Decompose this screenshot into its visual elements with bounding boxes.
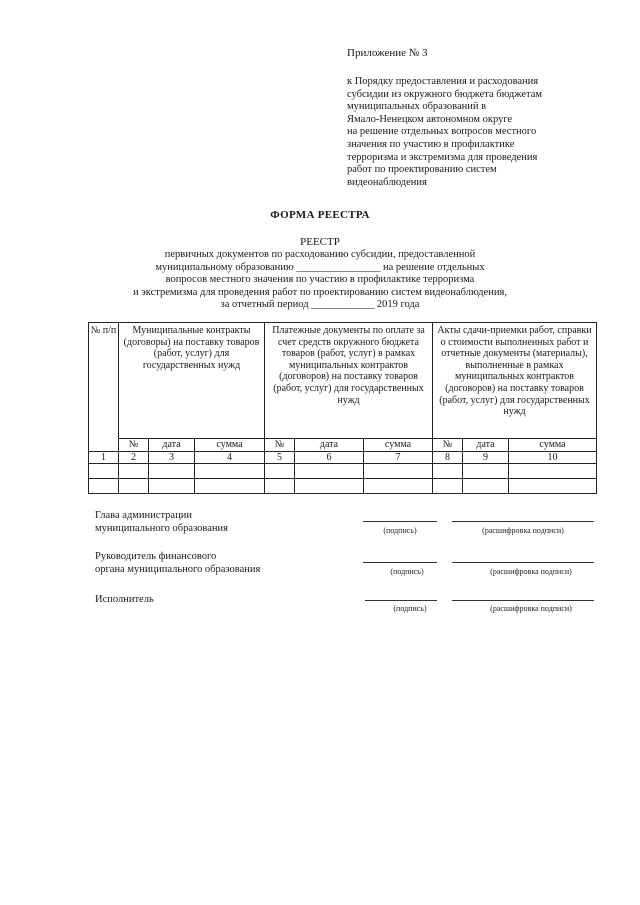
- column-number: 9: [463, 452, 509, 464]
- sub-header-sum: сумма: [509, 439, 597, 452]
- column-number: 8: [433, 452, 463, 464]
- signature-decode-line[interactable]: [452, 600, 594, 601]
- decode-caption: (расшифровка подписи): [490, 604, 572, 613]
- registry-description: [0, 249, 640, 312]
- appendix-line: значения по участию в профилактике: [347, 138, 515, 150]
- table-cell[interactable]: [149, 464, 195, 479]
- column-number: 3: [149, 452, 195, 464]
- table-cell[interactable]: [265, 464, 295, 479]
- signature-label-line: муниципального образования: [95, 522, 228, 534]
- table-cell[interactable]: [463, 464, 509, 479]
- appendix-line: терроризма и экстремизма для проведения: [347, 151, 538, 163]
- signature-line[interactable]: [363, 562, 437, 563]
- signature-label-line: органа муниципального образования: [95, 563, 261, 575]
- registry-line: и экстремизма для проведения работ по проектированию систем видеонаблюдения,: [132, 286, 507, 298]
- signature-line[interactable]: [363, 521, 437, 522]
- appendix-line: Ямало-Ненецком автономном округе: [347, 113, 513, 125]
- appendix-title: Приложение № 3: [347, 47, 428, 59]
- column-number: 6: [295, 452, 364, 464]
- table-cell[interactable]: [509, 464, 597, 479]
- contracts-group-header: Муниципальные контракты (договоры) на поставку товаров (работ, услуг) для государственных нужд: [119, 323, 265, 439]
- sub-header-row: [89, 439, 597, 452]
- table-cell[interactable]: [295, 479, 364, 494]
- signature-decode-line[interactable]: [452, 562, 594, 563]
- table-cell[interactable]: [364, 464, 433, 479]
- column-number: 10: [509, 452, 597, 464]
- registry-title: РЕЕСТР: [300, 236, 340, 248]
- table-row: [89, 464, 597, 479]
- signature-caption: (подпись): [393, 604, 427, 613]
- signature-decode-line[interactable]: [452, 521, 594, 522]
- column-number-row: [89, 452, 597, 464]
- sub-header-date: дата: [295, 439, 364, 452]
- signature-label-head: [95, 510, 228, 535]
- col-number-header: № п/п: [89, 323, 119, 452]
- table-cell[interactable]: [89, 479, 119, 494]
- signature-label-line: Руководитель финансового: [95, 551, 217, 562]
- signature-label-line: Глава администрации: [95, 510, 192, 521]
- appendix-line: работ по проектированию систем: [347, 164, 497, 176]
- signature-caption: (подпись): [390, 567, 424, 576]
- sub-header-date: дата: [463, 439, 509, 452]
- signature-line[interactable]: [365, 600, 437, 601]
- sub-header-number: №: [433, 439, 463, 452]
- column-number: 5: [265, 452, 295, 464]
- signature-caption: (подпись): [383, 526, 417, 535]
- table-cell[interactable]: [149, 479, 195, 494]
- table-cell[interactable]: [463, 479, 509, 494]
- acts-group-header: Акты сдачи-приемки работ, справки о стоимости выполненных работ и отчетные документы (материалы), выполненные в рамках муниципальных контрактов (договоров) на поставку товаров (работ, услуг) для государственных нужд: [433, 323, 597, 439]
- table-cell[interactable]: [509, 479, 597, 494]
- sub-header-date: дата: [149, 439, 195, 452]
- decode-caption: (расшифровка подписи): [490, 567, 572, 576]
- payments-group-header: Платежные документы по оплате за счет средств окружного бюджета товаров (работ, услуг) в рамках муниципальных контрактов (договоров) на поставку товаров (работ, услуг) для государственных нужд: [265, 323, 433, 439]
- appendix-line: видеонаблюдения: [347, 176, 427, 188]
- appendix-line: муниципальных образований в: [347, 101, 487, 113]
- column-number: 4: [195, 452, 265, 464]
- sub-header-sum: сумма: [195, 439, 265, 452]
- table-cell[interactable]: [265, 479, 295, 494]
- sub-header-number: №: [265, 439, 295, 452]
- appendix-line: субсидии из окружного бюджета бюджетам: [347, 88, 543, 100]
- registry-line: муниципальному образованию ________________ на решение отдельных: [155, 261, 485, 273]
- signature-label-finance: [95, 551, 260, 576]
- appendix-line: на решение отдельных вопросов местного: [347, 126, 537, 138]
- appendix-line: к Порядку предоставления и расходования: [347, 76, 539, 87]
- signature-label-line: Исполнитель: [95, 594, 154, 605]
- table-cell[interactable]: [89, 464, 119, 479]
- registry-line: за отчетный период ____________ 2019 года: [220, 299, 420, 310]
- form-title: ФОРМА РЕЕСТРА: [270, 209, 370, 221]
- table-cell[interactable]: [195, 479, 265, 494]
- appendix-reference: [347, 76, 607, 189]
- table-row: [89, 479, 597, 494]
- table-cell[interactable]: [119, 479, 149, 494]
- column-number: 2: [119, 452, 149, 464]
- table-cell[interactable]: [364, 479, 433, 494]
- column-number: 1: [89, 452, 119, 464]
- table-cell[interactable]: [433, 464, 463, 479]
- column-number: 7: [364, 452, 433, 464]
- sub-header-number: №: [119, 439, 149, 452]
- table-cell[interactable]: [433, 479, 463, 494]
- sub-header-sum: сумма: [364, 439, 433, 452]
- signature-label-executor: [95, 594, 154, 607]
- registry-line: первичных документов по расходованию субсидии, предоставленной: [164, 249, 476, 260]
- table-cell[interactable]: [119, 464, 149, 479]
- decode-caption: (расшифровка подписи): [482, 526, 564, 535]
- table-cell[interactable]: [295, 464, 364, 479]
- registry-line: вопросов местного значения по участию в профилактике терроризма: [165, 274, 475, 285]
- registry-table: [88, 322, 597, 494]
- table-cell[interactable]: [195, 464, 265, 479]
